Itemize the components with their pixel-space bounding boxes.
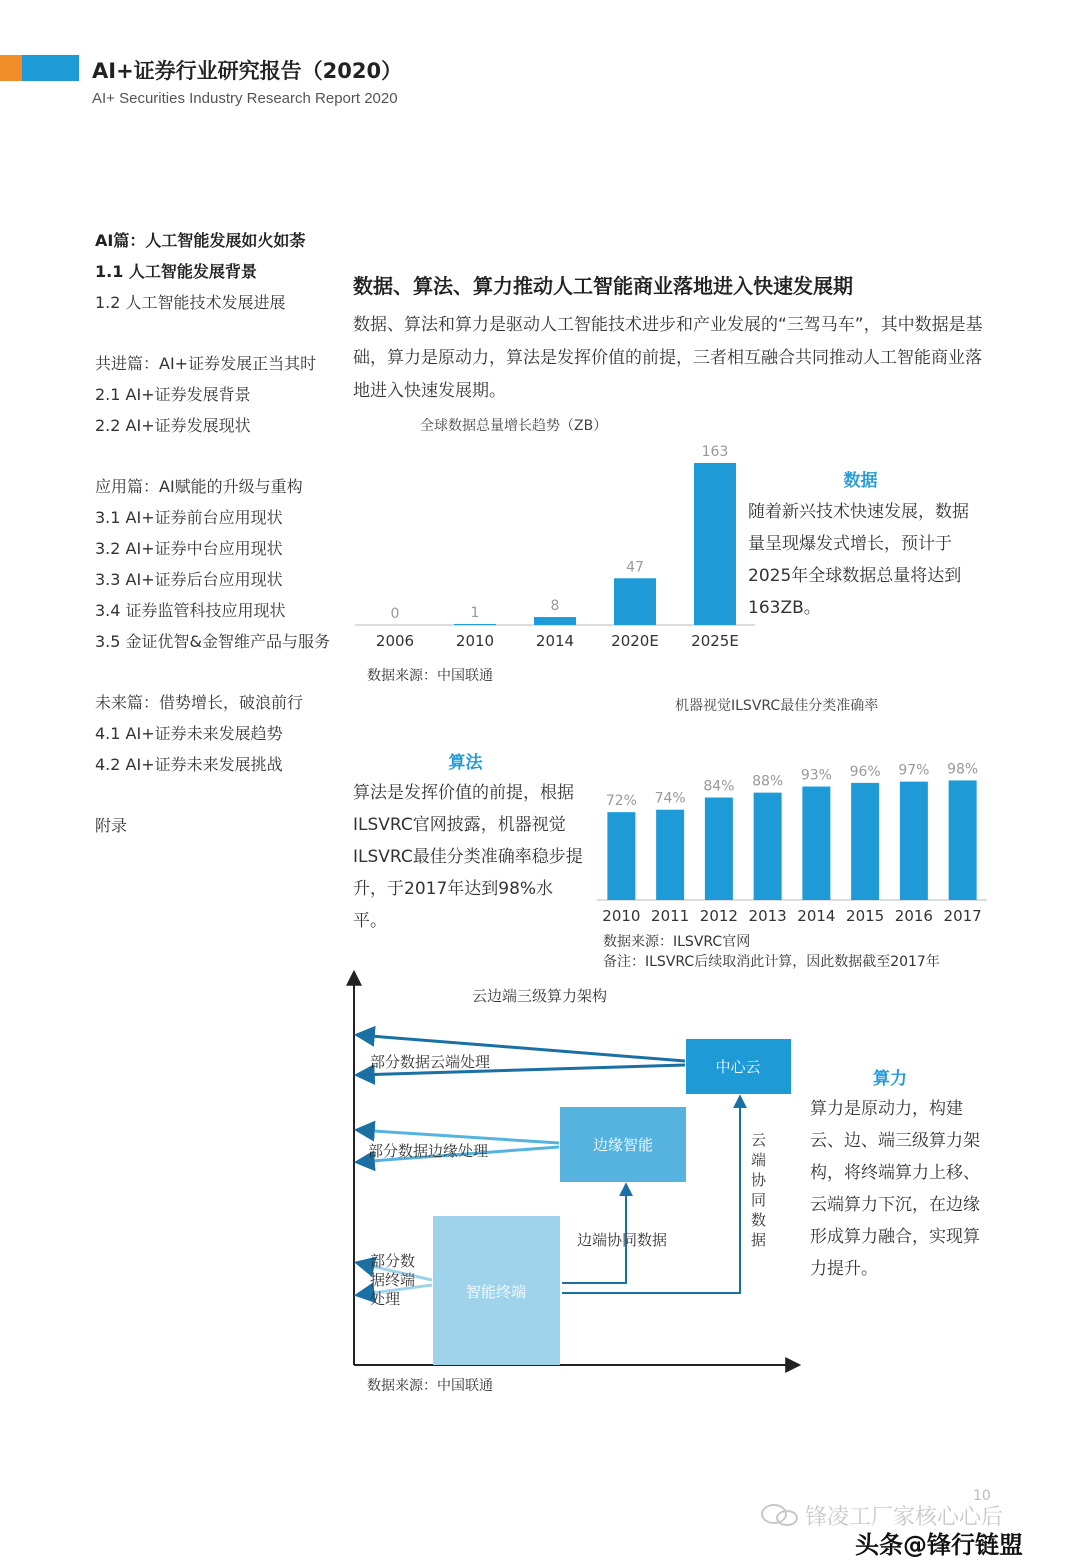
toc-gap [95,780,355,810]
bar-value-label: 1 [470,605,480,622]
toc-item[interactable]: 未来篇：借势增长，破浪前行 [95,693,304,712]
cloud-collab-char: 同 [751,1191,767,1209]
bar-value-label: 72% [605,793,637,810]
algo-text: 算法是发挥价值的前提，根据ILSVRC官网披露，机器视觉ILSVRC最佳分类准确率稳步提升，于2017年达到98%水平。 [353,783,583,931]
edge-processing-label: 部分数据边缘处理 [368,1142,489,1160]
x-tick-label: 2012 [699,907,738,925]
bar-value-label: 47 [626,559,644,576]
toc-item[interactable]: 3.1 AI+证券前台应用现状 [95,508,283,527]
toc-item[interactable]: 3.2 AI+证券中台应用现状 [95,539,283,558]
x-tick-label: 2011 [651,907,690,925]
edge-label: 边缘智能 [592,1136,654,1154]
bar [656,810,684,900]
x-tick-label: 2014 [535,632,575,650]
bar [705,798,733,900]
compute-heading: 算力 [873,1069,907,1089]
toc-item[interactable]: 共进篇：AI+证券发展正当其时 [95,354,317,373]
section-intro: 数据、算法和算力是驱动人工智能技术进步和产业发展的“三驾马车”，其中数据是基础，算力是原动力，算法是发挥价值的前提，三者相互融合共同推动人工智能商业落地进入快速发展期。 [353,315,983,401]
toc-item[interactable]: 3.5 金证优智&金智维产品与服务 [95,632,331,651]
bar [454,624,496,625]
x-tick-label: 2010 [602,907,641,925]
diagram-title: 云边端三级算力架构 [472,987,608,1005]
bar [900,782,928,900]
cloud-edge-terminal-diagram [340,965,810,1375]
watermark-faded: 锋凌工厂家核心心后 [805,1505,1004,1530]
watermark-toutiao: 头条@锋行链盟 [855,1531,1023,1559]
report-title: AI+证券行业研究报告（2020） [92,59,403,83]
chart2-note: 备注：ILSVRC后续取消此计算，因此数据截至2017年 [603,954,940,970]
diagram-source: 数据来源：中国联通 [367,1378,493,1394]
report-subtitle: AI+ Securities Industry Research Report 2020 [92,90,398,107]
terminal-processing-label: 部分数 据终端 处理 [370,1252,416,1308]
bar [614,578,656,625]
cloud-collab-char: 据 [751,1231,767,1249]
header-accent-blue [22,55,79,81]
toc-item[interactable]: 4.1 AI+证券未来发展趋势 [95,724,283,743]
cloud-collab-label [751,1131,767,1249]
toc-item[interactable]: 3.3 AI+证券后台应用现状 [95,570,283,589]
table-of-contents [95,225,355,841]
section-title: 数据、算法、算力推动人工智能商业落地进入快速发展期 [353,274,853,298]
bar-value-label: 96% [849,763,881,780]
toc-item[interactable]: 2.1 AI+证券发展背景 [95,385,251,404]
wechat-icon [760,1503,800,1527]
cloud-collab-char: 云 [751,1131,767,1149]
header-accent-orange [0,55,22,81]
chart-global-data [355,440,755,655]
bar [949,780,977,900]
x-tick-label: 2017 [943,907,982,925]
compute-text: 算力是原动力，构建云、边、端三级算力架构，将终端算力上移、云端算力下沉，在边缘形成算力融合，实现算力提升。 [810,1099,980,1279]
toc-item[interactable]: 应用篇：AI赋能的升级与重构 [95,477,303,496]
bar-value-label: 93% [800,767,832,784]
bar-value-label: 74% [654,790,686,807]
toc-gap [95,318,355,348]
toc-gap [95,657,355,687]
chart1-source: 数据来源：中国联通 [367,668,493,684]
bar-value-label: 163 [701,444,729,460]
toc-item[interactable]: 3.4 证券监管科技应用现状 [95,601,286,620]
toc-item[interactable]: AI篇：人工智能发展如火如荼 [95,231,306,250]
chart2-title: 机器视觉ILSVRC最佳分类准确率 [675,698,879,714]
bar [607,812,635,900]
toc-item[interactable]: 4.2 AI+证券未来发展挑战 [95,755,283,774]
bar-value-label: 8 [550,598,560,615]
edge-collab-label: 边端协同数据 [577,1231,668,1249]
terminal-label: 智能终端 [465,1283,527,1301]
bar-value-label: 88% [752,773,784,790]
cloud-collab-char: 数 [751,1211,767,1229]
data-text: 随着新兴技术快速发展，数据量呈现爆发式增长，预计于2025年全球数据总量将达到163ZB。 [748,502,969,618]
cloud-processing-label: 部分数据云端处理 [370,1053,491,1071]
chart1-title: 全球数据总量增长趋势（ZB） [420,418,608,434]
bar [851,783,879,900]
bar [534,617,576,625]
x-tick-label: 2016 [894,907,933,925]
toc-gap [95,441,355,471]
x-tick-label: 2013 [748,907,787,925]
x-tick-label: 2010 [455,632,495,650]
bar-value-label: 84% [703,778,735,795]
x-tick-label: 2006 [375,632,415,650]
chart2-source: 数据来源：ILSVRC官网 [603,934,751,950]
x-tick-label: 2014 [797,907,836,925]
algo-heading: 算法 [448,753,483,773]
chart-ilsvrc-accuracy [595,715,995,930]
bar-value-label: 97% [898,762,930,779]
x-tick-label: 2015 [846,907,885,925]
cloud-collab-char: 协 [751,1171,767,1189]
x-tick-label: 2020E [611,632,659,650]
bar [694,463,736,625]
toc-item[interactable]: 1.1 人工智能发展背景 [95,262,257,281]
page-number: 10 [973,1488,991,1504]
toc-item[interactable]: 2.2 AI+证券发展现状 [95,416,251,435]
x-tick-label: 2025E [691,632,739,650]
toc-item[interactable]: 附录 [95,816,128,835]
bar-value-label: 98% [947,761,979,778]
bar [754,793,782,900]
bar-value-label: 0 [390,606,400,622]
cloud-collab-char: 端 [751,1151,767,1169]
bar [802,787,830,900]
data-heading: 数据 [843,471,878,491]
center-cloud-label: 中心云 [715,1058,761,1076]
toc-item[interactable]: 1.2 人工智能技术发展进展 [95,293,286,312]
